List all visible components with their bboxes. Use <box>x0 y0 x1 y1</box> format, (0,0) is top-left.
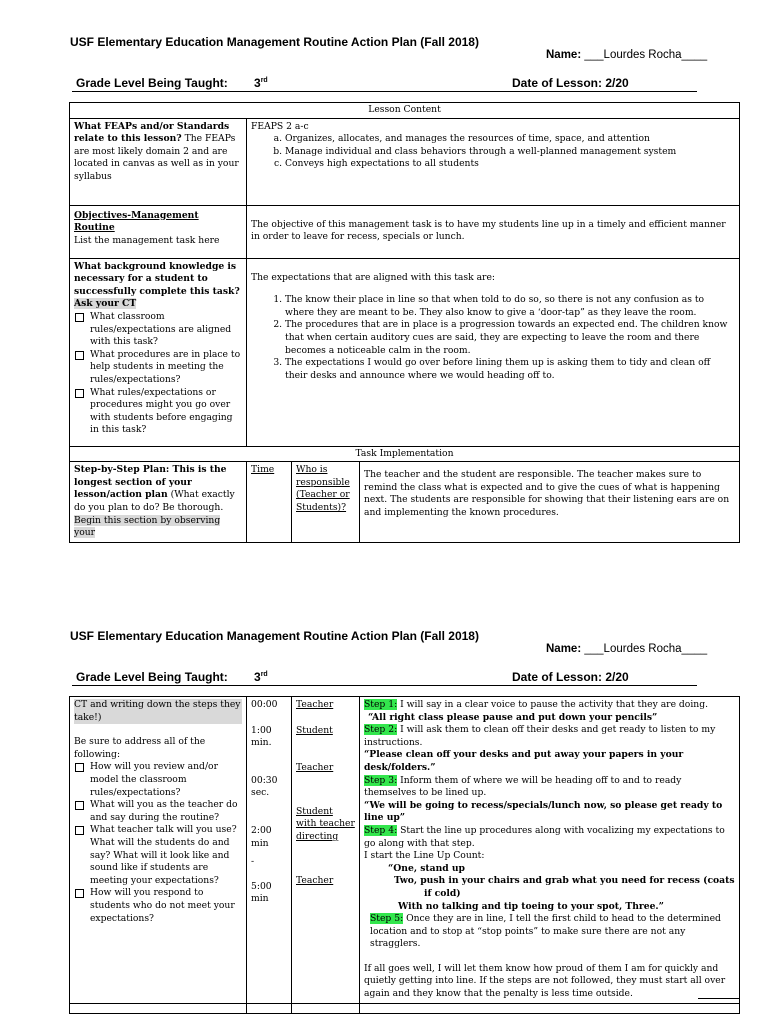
steps-checklist <box>74 761 242 925</box>
list-item: What rules/expectations or procedures might you go over with students before engaging in this task? <box>74 387 242 437</box>
step-2: Step 2: I will ask them to clean off their desks and get ready to listen to my instructions. <box>364 724 716 748</box>
page2-table <box>69 696 740 1014</box>
step-5: Step 5: Once they are in line, I tell the first child to head to the determined location and to stop at “stop points” to make sure there are not any stragglers. <box>370 913 721 950</box>
empty-cell <box>360 1003 740 1013</box>
objectives-sub: List the management task here <box>74 234 220 246</box>
background-checklist <box>74 311 242 437</box>
list-item: b. Manage individual and class behaviors through a well-planned management system <box>285 146 735 159</box>
time-entry: 2:00 min <box>251 824 272 849</box>
list-item: 2. The procedures that are in place is a progression towards an expected end. The children know that when certain auditory cues are said, they are expecting to leave the room and there becomes a noticeable calm in the room. <box>285 319 735 357</box>
feaps-question: What FEAPs and/or Standards relate to this lesson? The FEAPs are most likely domain 2 and are located in canvas as well as in your syllabus <box>70 118 247 205</box>
step-4: Step 4: Start the line up procedures along with vocalizing my expectations to go along with that step. <box>364 824 725 849</box>
checkbox-icon <box>75 389 84 398</box>
time-header-cell <box>247 462 292 543</box>
grade-label: Grade Level Being Taught: <box>76 670 228 684</box>
time-header: Time <box>251 464 275 476</box>
step-label: Step 4: <box>364 824 398 836</box>
list-item: What teacher talk will you use? What will the students do and say? What will it look like and sound like if students are meeting your expectations? <box>74 824 242 887</box>
feaps-heading: FEAPS 2 a-c <box>251 120 309 132</box>
step-4-quote-2: Two, push in your chairs and grab what you need for recess (coats if cold) <box>394 875 735 899</box>
time-entry: 1:00 min. <box>251 724 272 749</box>
step-label: Step 3: <box>364 774 398 786</box>
step-4-count: I start the Line Up Count: <box>364 850 485 862</box>
feaps-list <box>251 133 735 171</box>
header-rule <box>72 91 697 92</box>
time-entry: - <box>251 856 255 868</box>
list-item: 1. The know their place in line so that when told to do so, so there is not any confusion as to where they are meant to be. They also know to give a ‘door-tap” as they leave the room. <box>285 294 735 319</box>
background-intro: The expectations that are aligned with this task are: <box>251 271 495 283</box>
responsible-text: The teacher and the student are responsible. The teacher makes sure to remind the class what is expected and to give the cues of what is happening next. The students are responsible for showing that their listening ears are on and implementing the known procedures. <box>364 469 730 518</box>
closing-text: If all goes well, I will let them know how proud of them I am for quickly and quietly getting into line. If the steps are not followed, they must start all over again and they know that the penalty is less time outside. <box>364 962 726 1000</box>
checkbox-icon <box>75 826 84 835</box>
background-question: What background knowledge is necessary for a student to successfully complete this task? <box>74 260 240 297</box>
address-note: Be sure to address all of the following: <box>74 736 206 760</box>
who-entry: Teacher <box>296 874 334 886</box>
task-implementation-header: Task Implementation <box>70 446 740 462</box>
name-value: ___Lourdes Rocha____ <box>584 643 708 655</box>
checkbox-icon <box>75 351 84 360</box>
who-header: Who is responsible (Teacher or Students)? <box>296 464 350 513</box>
page1-table <box>69 102 740 543</box>
page2-title: USF Elementary Education Management Routine Action Plan (Fall 2018) <box>70 629 479 643</box>
ask-ct: Ask your CT <box>74 298 137 310</box>
background-question-cell <box>70 258 247 446</box>
name-label: Name: <box>546 49 582 61</box>
objectives-label-cell <box>70 205 247 258</box>
list-item: How will you respond to students who do not meet your expectations? <box>74 887 242 925</box>
list-item: What procedures are in place to help students in meeting the rules/expectations? <box>74 349 242 387</box>
step-plan-cell: Step-by-Step Plan: This is the longest section of your lesson/action plan (What exactly do you plan to do? Be thorough. Begin this section by observing your <box>70 462 247 543</box>
background-list <box>251 294 735 382</box>
list-item: 3. The expectations I would go over before lining them up is asking them to tidy and clean off their desks and announce where we would heading off to. <box>285 357 735 382</box>
name-label: Name: <box>546 643 582 655</box>
list-item: How will you review and/or model the classroom rules/expectations? <box>74 761 242 799</box>
lesson-content-header: Lesson Content <box>70 103 740 119</box>
checkbox-icon <box>75 313 84 322</box>
empty-cell <box>70 1003 247 1013</box>
who-entry: Teacher <box>296 762 334 774</box>
who-header-cell <box>292 462 360 543</box>
steps-cell <box>360 697 740 1004</box>
time-entry: 00:00 <box>251 699 278 710</box>
step-3: Step 3: Inform them of where we will be heading off to and to ready themselves to be lined up. <box>364 774 682 799</box>
step-label: Step 2: <box>364 724 398 736</box>
who-entry: Teacher <box>296 699 334 710</box>
who-entry: Student <box>296 724 333 736</box>
who-entry: Student with teacher directing <box>296 805 355 842</box>
footer-rule <box>698 998 739 999</box>
list-item: What classroom rules/expectations are aligned with this task? <box>74 311 242 349</box>
who-cell <box>292 697 360 1004</box>
header-rule <box>72 685 697 686</box>
checkbox-icon <box>75 763 84 772</box>
responsible-cell <box>360 462 740 543</box>
time-entry: 00:30 sec. <box>251 774 278 799</box>
step-3-quote: “We will be going to recess/specials/lunch now, so please get ready to line up” <box>364 799 723 824</box>
step-label: Step 5: <box>370 913 404 925</box>
step-1-quote: “All right class please pause and put down your pencils” <box>368 711 658 723</box>
step-1: Step 1: I will say in a clear voice to pause the activity that they are doing. <box>364 699 708 710</box>
list-item: c. Conveys high expectations to all students <box>285 158 735 171</box>
list-item: a. Organizes, allocates, and manages the resources of time, space, and attention <box>285 133 735 146</box>
times-cell <box>247 697 292 1004</box>
empty-cell <box>292 1003 360 1013</box>
ct-note: CT and writing down the steps they take!) <box>74 699 241 723</box>
name-value: ___Lourdes Rocha____ <box>584 49 708 61</box>
grade-value: 3rd <box>254 670 268 684</box>
page2-name-line <box>546 643 707 655</box>
objectives-label: Objectives-Management Routine <box>74 209 199 234</box>
checkbox-icon <box>75 801 84 810</box>
background-answer-cell <box>247 258 740 446</box>
page1-name-line <box>546 49 707 61</box>
empty-cell <box>247 1003 292 1013</box>
step-label: Step 1: <box>364 699 398 710</box>
grade-value: 3rd <box>254 76 268 90</box>
grade-label: Grade Level Being Taught: <box>76 76 228 90</box>
step-4-quote-1: “One, stand up <box>388 862 465 874</box>
objectives-text: The objective of this management task is to have my students line up in a timely and efficient manner in order to leave for recess, specials or lunch. <box>251 218 726 243</box>
list-item: What will you as the teacher do and say during the routine? <box>74 799 242 824</box>
date-line: Date of Lesson: 2/20 <box>512 76 629 90</box>
date-line: Date of Lesson: 2/20 <box>512 670 629 684</box>
checkbox-icon <box>75 889 84 898</box>
steps-guidance-cell <box>70 697 247 1004</box>
feaps-answer <box>247 118 740 205</box>
step-4-quote-3: With no talking and tip toeing to your spot, Three.” <box>398 900 664 912</box>
step-2-quote: “Please clean off your desks and put away your papers in your desk/folders.” <box>364 749 684 773</box>
time-entry: 5:00 min <box>251 880 272 905</box>
page1-title: USF Elementary Education Management Routine Action Plan (Fall 2018) <box>70 35 479 49</box>
objectives-text-cell <box>247 205 740 258</box>
